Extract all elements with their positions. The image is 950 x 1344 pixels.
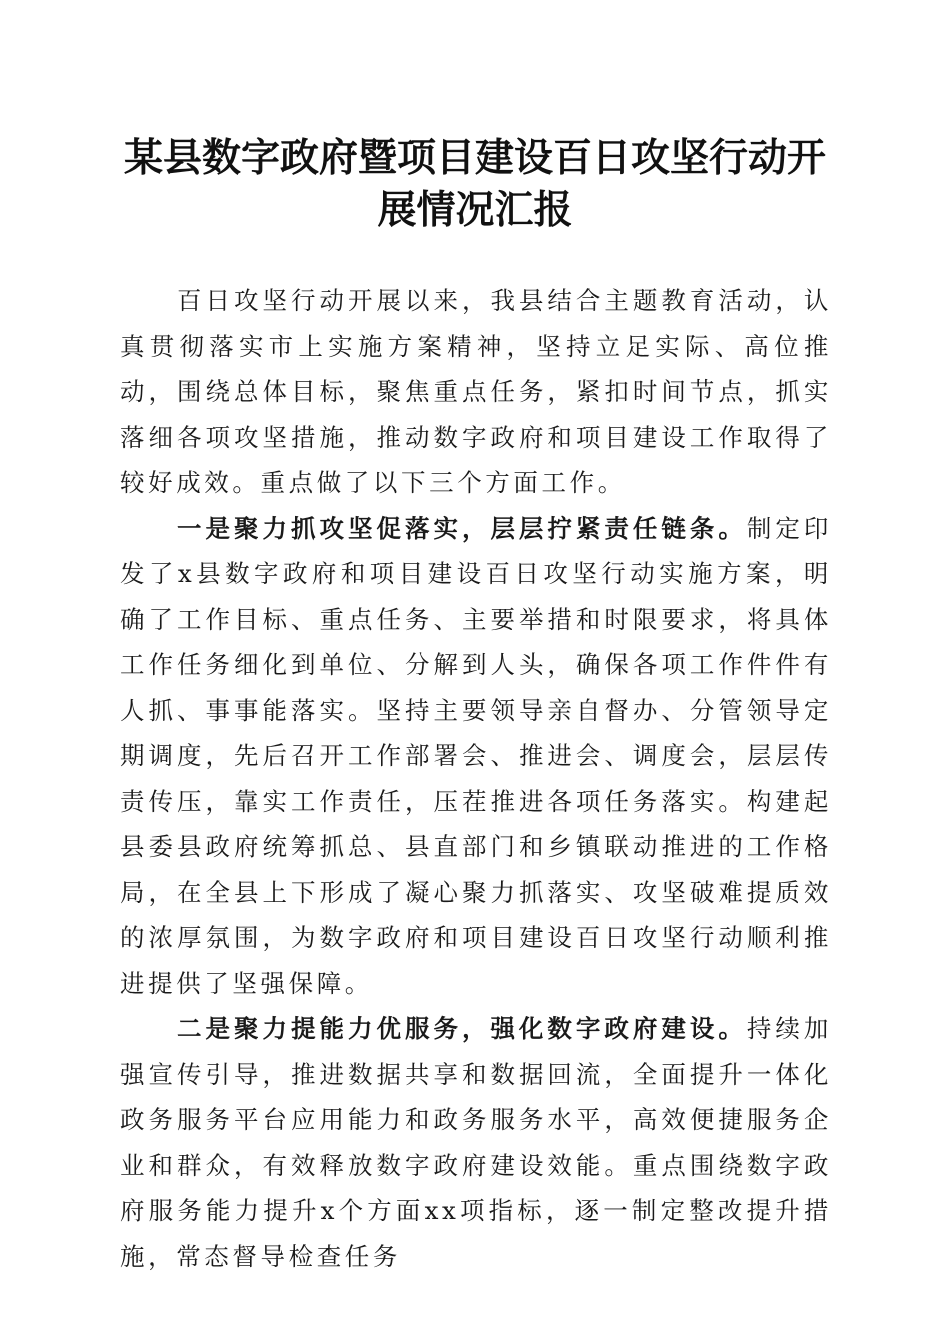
paragraph-intro: [120, 278, 832, 506]
document-body: [120, 278, 832, 1279]
paragraph-lead: 一是聚力抓攻坚促落实，层层拧紧责任链条。: [177, 513, 747, 543]
paragraph-section-2: [120, 1006, 832, 1279]
document-title: 某县数字政府暨项目建设百日攻坚行动开展情况汇报: [123, 135, 826, 233]
paragraph-text: 百日攻坚行动开展以来，我县结合主题教育活动，认真贯彻落实市上实施方案精神，坚持立足实际、高位推动，围绕总体目标，聚焦重点任务，紧扣时间节点，抓实落细各项攻坚措施，推动数字政府和项目建设工作取得了较好成效。重点做了以下三个方面工作。: [120, 286, 832, 497]
paragraph-text: 持续加强宣传引导，推进数据共享和数据回流，全面提升一体化政务服务平台应用能力和政务服务水平，高效便捷服务企业和群众，有效释放数字政府建设效能。重点围绕数字政府服务能力提升x个方面xx项指标，逐一制定整改提升措施，常态督导检查任务: [120, 1014, 832, 1271]
paragraph-text: 制定印发了x县数字政府和项目建设百日攻坚行动实施方案，明确了工作目标、重点任务、主要举措和时限要求，将具体工作任务细化到单位、分解到人头，确保各项工作件件有人抓、事事能落实。坚持主要领导亲自督办、分管领导定期调度，先后召开工作部署会、推进会、调度会，层层传责传压，靠实工作责任，压茬推进各项任务落实。构建起县委县政府统筹抓总、县直部门和乡镇联动推进的工作格局，在全县上下形成了凝心聚力抓落实、攻坚破难提质效的浓厚氛围，为数字政府和项目建设百日攻坚行动顺利推进提供了坚强保障。: [120, 513, 832, 998]
paragraph-lead: 二是聚力提能力优服务，强化数字政府建设。: [177, 1014, 747, 1043]
paragraph-section-1: [120, 506, 832, 1007]
